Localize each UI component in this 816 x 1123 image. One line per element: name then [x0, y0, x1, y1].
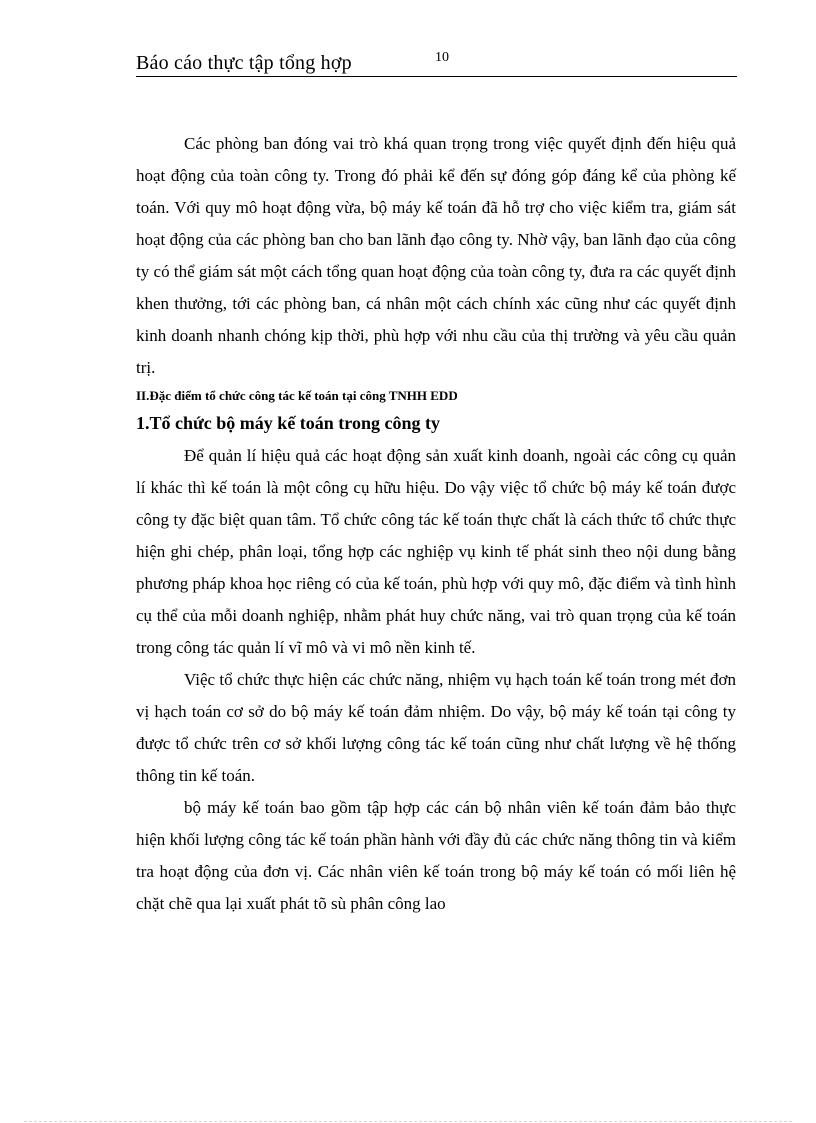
page-bottom-divider — [24, 1121, 792, 1122]
page-number: 10 — [435, 50, 449, 65]
page-header — [136, 46, 737, 77]
document-body — [136, 128, 736, 920]
paragraph-4: bộ máy kế toán bao gồm tập hợp các cán bộ nhân viên kế toán đảm bảo thực hiện khối lượng công tác kế toán phần hành với đầy đủ các chức năng thông tin và kiểm tra hoạt động của đơn vị. Các nhân viên kế toán trong bộ máy kế toán có mối liên hệ chặt chẽ qua lại xuất phát tõ sù phân công lao — [136, 798, 736, 913]
subsection-heading: 1.Tổ chức bộ máy kế toán trong công ty — [136, 413, 440, 433]
paragraph-2: Để quản lí hiệu quả các hoạt động sản xuất kinh doanh, ngoài các công cụ quản lí khác thì kế toán là một công cụ hữu hiệu. Do vậy việc tổ chức bộ máy kế toán được công ty đặc biệt quan tâm. Tổ chức công tác kế toán thực chất là cách thức tổ chức thực hiện ghi chép, phân loại, tổng hợp các nghiệp vụ kinh tế phát sinh theo nội dung bằng phương pháp khoa học riêng có của kế toán, phù hợp với quy mô, đặc điểm và tình hình cụ thể của mỗi doanh nghiệp, nhằm phát huy chức năng, vai trò quan trọng của kế toán trong công tác quản lí vĩ mô và vi mô nền kinh tế. — [136, 446, 736, 657]
paragraph-3: Việc tổ chức thực hiện các chức năng, nhiệm vụ hạch toán kế toán trong mét đơn vị hạch toán cơ sở do bộ máy kế toán đảm nhiệm. Do vậy, bộ máy kế toán tại công ty được tổ chức trên cơ sở khối lượng công tác kế toán cũng như chất lượng về hệ thống thông tin kế toán. — [136, 670, 736, 785]
paragraph-1: Các phòng ban đóng vai trò khá quan trọng trong việc quyết định đến hiệu quả hoạt động của toàn công ty. Trong đó phải kể đến sự đóng góp đáng kể của phòng kế toán. Với quy mô hoạt động vừa, bộ máy kế toán đã hỗ trợ cho việc kiểm tra, giám sát hoạt động của các phòng ban cho ban lãnh đạo công ty. Nhờ vậy, ban lãnh đạo của công ty có thể giám sát một cách tổng quan hoạt động của toàn công ty, đưa ra các quyết định khen thưởng, tới các phòng ban, cá nhân một cách chính xác cũng như các quyết định kinh doanh nhanh chóng kịp thời, phù hợp với nhu cầu của thị trường và yêu cầu quản trị. — [136, 134, 736, 377]
header-title: Báo cáo thực tập tổng hợp — [136, 52, 352, 74]
section-heading: II.Đặc điểm tổ chức công tác kế toán tại công TNHH EDD — [136, 388, 458, 403]
